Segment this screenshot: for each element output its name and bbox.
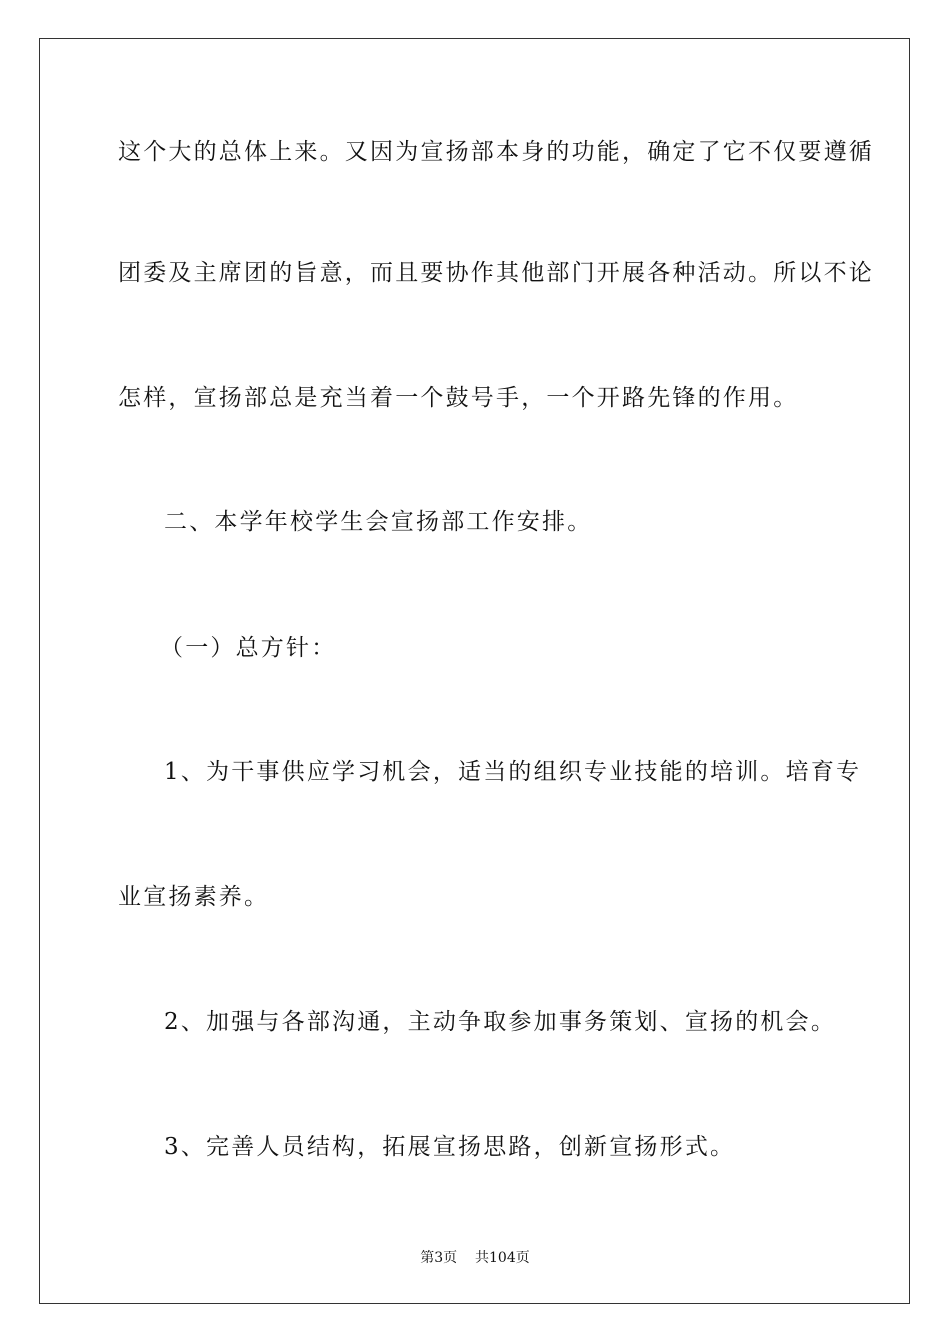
page-border: [39, 38, 910, 1304]
list-item: 1、为干事供应学习机会，适当的组织专业技能的培训。培育专: [164, 759, 862, 785]
subsection-heading: （一）总方针：: [160, 635, 337, 661]
page-total: 共104页: [475, 1250, 530, 1266]
list-item-continuation: 业宣扬素养。: [118, 884, 270, 910]
paragraph-line: 怎样，宣扬部总是充当着一个鼓号手，一个开路先锋的作用。: [118, 385, 799, 411]
page-number: 第3页: [420, 1250, 458, 1266]
page-footer: [0, 1248, 950, 1268]
paragraph-line: 团委及主席团的旨意，而且要协作其他部门开展各种活动。所以不论: [118, 260, 874, 286]
list-item: 3、完善人员结构，拓展宣扬思路，创新宣扬形式。: [164, 1134, 736, 1160]
list-item: 2、加强与各部沟通，主动争取参加事务策划、宣扬的机会。: [164, 1009, 837, 1035]
paragraph-line: 这个大的总体上来。又因为宣扬部本身的功能，确定了它不仅要遵循: [118, 139, 874, 165]
section-heading: 二、本学年校学生会宣扬部工作安排。: [164, 509, 593, 535]
